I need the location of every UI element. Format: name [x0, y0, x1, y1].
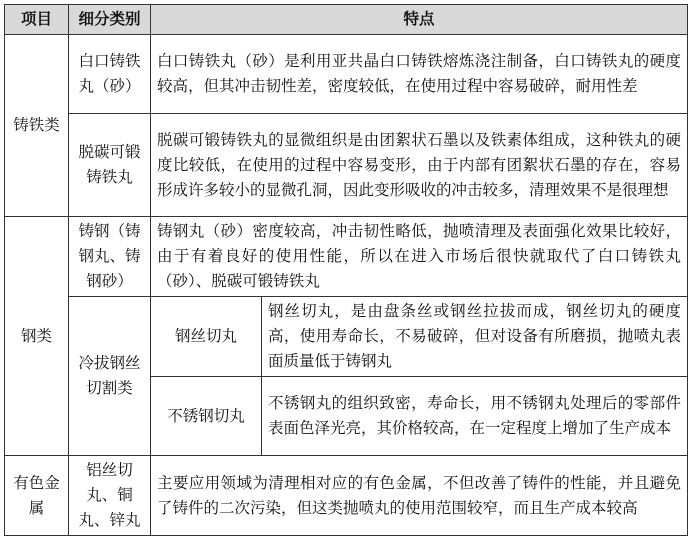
header-row [5, 5, 688, 35]
table-row [5, 297, 688, 377]
sub-subcategory-cell: 钢丝切丸 [151, 297, 262, 377]
category-steel: 钢类 [5, 217, 69, 456]
category-cast-iron: 铸铁类 [5, 35, 69, 217]
subcategory-cell: 脱碳可锻铸铁丸 [69, 114, 151, 217]
feature-cell: 主要应用领域为清理相对应的有色金属，不但改善了铸件的性能，并且避免了铸件的二次污染，但这类抛喷丸的使用范围较窄，而且生产成本较高 [151, 456, 688, 536]
sub-subcategory-cell: 不锈钢切丸 [151, 377, 262, 456]
table-row [5, 114, 688, 217]
feature-cell: 钢丝切丸，是由盘条丝或钢丝拉拔而成，钢丝切丸的硬度高，使用寿命长，不易破碎，但对设备有所磨损，抛喷丸表面质量低于铸钢丸 [262, 297, 688, 377]
header-item: 项目 [5, 5, 69, 35]
table-row [5, 456, 688, 536]
header-features: 特点 [151, 5, 688, 35]
subcategory-cell: 冷拔钢丝切割类 [69, 297, 151, 456]
subcategory-cell: 铝丝切丸、铜丸、锌丸 [69, 456, 151, 536]
category-nonferrous: 有色金属 [5, 456, 69, 536]
feature-cell: 白口铸铁丸（砂）是利用亚共晶白口铸铁熔炼浇注制备，白口铸铁丸的硬度较高，但其冲击韧性差，密度较低，在使用过程中容易破碎，耐用性差 [151, 35, 688, 114]
table-row [5, 217, 688, 297]
table-row [5, 35, 688, 114]
feature-cell: 脱碳可锻铸铁丸的显微组织是由团絮状石墨以及铁素体组成，这种铁丸的硬度比较低，在使用的过程中容易变形，由于内部有团絮状石墨的存在，容易形成许多较小的显微孔洞，因此变形吸收的冲击较多，清理效果不是很理想 [151, 114, 688, 217]
feature-cell: 铸钢丸（砂）密度较高，冲击韧性略低，抛喷清理及表面强化效果比较好，由于有着良好的使用性能，所以在进入市场后很快就取代了白口铸铁丸（砂）、脱碳可锻铸铁丸 [151, 217, 688, 297]
header-subcategory: 细分类别 [69, 5, 151, 35]
subcategory-cell: 白口铸铁丸（砂） [69, 35, 151, 114]
feature-cell: 不锈钢丸的组织致密，寿命长，用不锈钢丸处理后的零部件表面色泽光亮，其价格较高，在一定程度上增加了生产成本 [262, 377, 688, 456]
shot-classification-table [4, 4, 688, 536]
subcategory-cell: 铸钢（铸钢丸、铸钢砂） [69, 217, 151, 297]
